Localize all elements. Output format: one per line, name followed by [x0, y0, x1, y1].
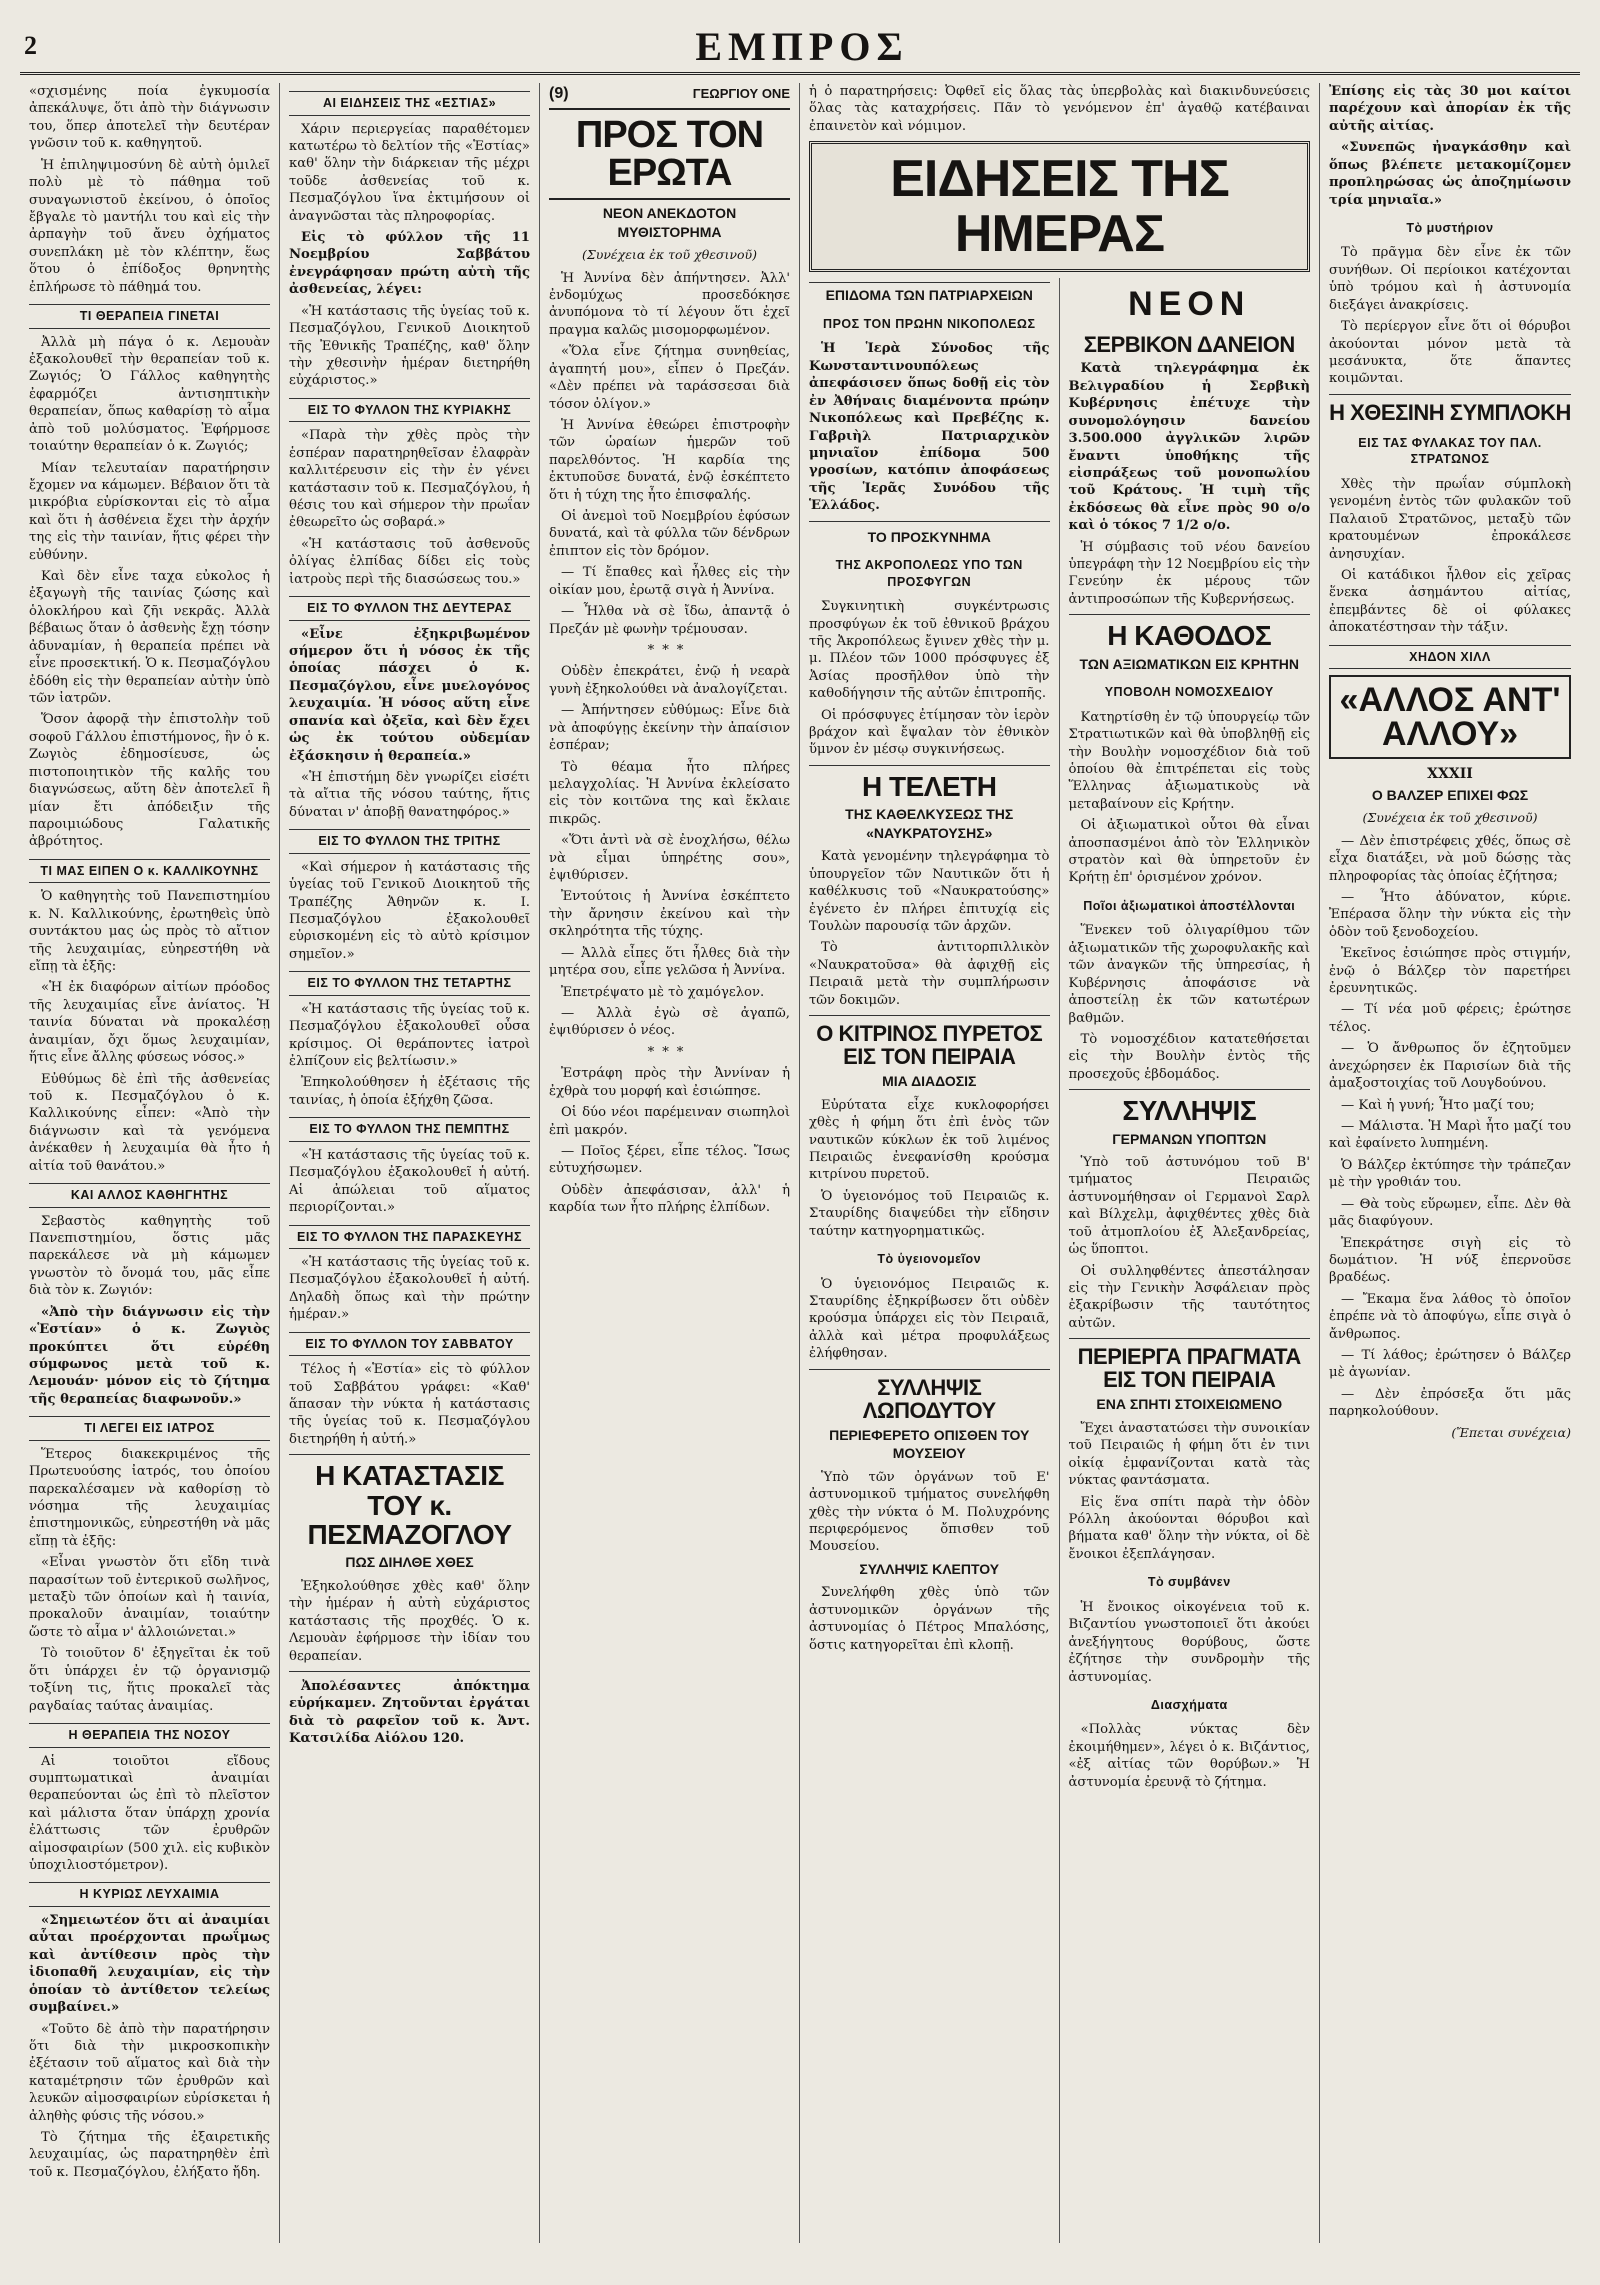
section-subheading: ΤΗΣ ΑΚΡΟΠΟΛΕΩΣ ΥΠΟ ΤΩΝ ΠΡΟΣΦΥΓΩΝ — [835, 558, 1023, 589]
section-heading: ΕΙΣ ΤΟ ΦΥΛΛΟΝ ΤΗΣ ΔΕΥΤΕΡΑΣ — [289, 596, 530, 621]
paragraph: «Ἡ ἐπιστήμη δὲν γνωρίζει εἰσέτι τὰ αἴτια τῆς νόσου ταύτης, ἥτις δύναται ν' ἀποβῇ θανατηφόρος.» — [289, 770, 530, 820]
section-heading: ΕΙΣ ΤΟ ΦΥΛΛΟΝ ΤΗΣ ΤΡΙΤΗΣ — [289, 829, 530, 854]
paragraph: Συνελήφθη χθὲς ὑπὸ τῶν ἀστυνομικῶν ὀργάνων τῆς ἀστυνομίας ὁ Πέτρος Μπαλόσης, ὅστις κατηγορεῖται ἐπὶ κλοπῇ. — [809, 1585, 1050, 1653]
paragraph: Ὑπὸ τῶν ὀργάνων τοῦ Ε' ἀστυνομικοῦ τμήματος συνελήφθη χθὲς τὴν νύκτα ὁ Μ. Πολυχρόνης περιφερόμενος ὄπισθεν τοῦ Μουσείου. — [809, 1469, 1050, 1555]
masthead — [20, 20, 1580, 75]
paragraph: Κατηρτίσθη ἐν τῷ ὑπουργείῳ τῶν Στρατιωτικῶν καὶ θὰ ὑποβληθῇ εἰς τὴν Βουλὴν νομοσχέδιον διὰ τοῦ ὁποίου θὰ ἐπιτρέπεται εἰς τοὺς Ἕλληνας ἀξιωματικοὺς νὰ μεταβαίνουν εἰς Κρήτην. — [1068, 709, 1310, 812]
divider — [809, 765, 1050, 766]
column-1 — [20, 83, 280, 2243]
paragraph: Ὁ καθηγητὴς τοῦ Πανεπιστημίου κ. Ν. Καλλικούνης, ἐρωτηθεὶς ὑπὸ συντάκτου μας ὡς πρὸς τὸ αἴτιον τῆς λευχαιμίας, εὐηρεστήθη νὰ εἴπῃ τὰ ἑξῆς: — [29, 889, 270, 974]
headline: ΣΕΡΒΙΚΟΝ ΔΑΝΕΙΟΝ — [1083, 332, 1295, 358]
paragraph: Χάριν περιεργείας παραθέτομεν κατωτέρω τὸ δελτίον τῆς «Ἑστίας» καθ' ὅλην τὴν διάρκειαν τῆς μέχρι τοῦδε ἀσθενείας τοῦ κ. Πεσμαζόγλου ἵνα ἐκτιμήσουν οἱ ἀναγνῶσται τὰς πληροφορίας. — [289, 121, 530, 224]
paragraph: «Καὶ σήμερον ἡ κατάστασις τῆς ὑγείας τοῦ Γενικοῦ Διοικητοῦ τῆς Τραπέζης Ἀθηνῶν κ. Ι. Πεσμαζόγλου ἐξακολουθεῖ εὑρισκομένη εἰς τὸ αὐτὸ κρίσιμον σημεῖον.» — [289, 859, 530, 962]
section-heading: ΕΠΙΔΟΜΑ ΤΩΝ ΠΑΤΡΙΑΡΧΕΙΩΝ — [809, 282, 1050, 304]
paragraph: «Ἀπὸ τὴν διάγνωσιν εἰς τὴν «Ἑστίαν» ὁ κ. Ζωγιὸς προκύπτει ὅτι εὑρέθη σύμφωνος μετὰ τοῦ κ. Λεμουάν· μόνον εἰς τὸ ζήτημα τῆς θεραπείας διαφωνοῦν.» — [29, 1304, 270, 1407]
serial-header — [549, 83, 790, 104]
paragraph: — Μάλιστα. Ἡ Μαρὶ ἦτο μαζί του καὶ ἐφαίνετο λυπημένη. — [1329, 1118, 1571, 1152]
section-subheading: Ποῖοι ἀξιωματικοὶ ἀποστέλλονται — [1083, 898, 1296, 913]
paragraph: «Σημειωτέον ὅτι αἱ ἀναιμίαι αὗται προέρχονται πρωΐμως καὶ ἀντίθεσιν πρὸς τὴν ἰδιοπαθῆ λευχαιμίαν, εἰς τὴν ὁποίαν τὸ ἀντίθετον τελείως συμβαίνει.» — [29, 1912, 270, 2016]
paragraph: Οἱ δύο νέοι παρέμειναν σιωπηλοὶ ἐπὶ μακρόν. — [549, 1105, 790, 1138]
paragraph: «Ἡ κατάστασις τῆς ὑγείας τοῦ κ. Πεσμαζόγλου ἐξακολουθεῖ οὖσα κρίσιμος. Οἱ θεράποντες ἰατροὶ ἐλπίζουν εἰς βελτίωσιν.» — [289, 1001, 530, 1070]
paragraph: Ὁ ὑγειονόμος τοῦ Πειραιῶς κ. Σταυρίδης διαψεύδει τὴν εἴδησιν ταύτην κατηγορηματικῶς. — [809, 1188, 1050, 1239]
paragraph: «Ἡ κατάστασις τῆς ὑγείας τοῦ κ. Πεσμαζόγλου ἐξακολουθεῖ ἡ αὐτή. Δηλαδὴ ὅπως καὶ τὴν πρώτην ἡμέραν.» — [289, 1255, 530, 1323]
subheadline: ΓΕΡΜΑΝΩΝ ΥΠΟΠΤΩΝ — [1112, 1130, 1267, 1147]
paragraph: Εἰς τὸ φύλλον τῆς 11 Νοεμβρίου Σαββάτου ἐνεγράφησαν πρώτη αὐτὴ τῆς ἀσθενείας, λέγει: — [289, 230, 530, 298]
headline: Η ΧΘΕΣΙΝΗ ΣΥΜΠΛΟΚΗ — [1329, 399, 1571, 425]
paragraph: «Εἶναι γνωστὸν ὅτι εἴδη τινὰ παρασίτων τοῦ ἐντερικοῦ σωλῆνος, μεταξὺ τῶν ὁποίων καὶ ἡ ταινία, προκαλοῦν ἀναιμίαν, τοιαύτην ὥστε τὸ αἷμα ν' ἀλλοιώνεται.» — [29, 1555, 270, 1640]
divider — [289, 1671, 530, 1672]
headline-neon: ΝΕΟΝ — [1128, 285, 1251, 324]
section-heading: Η ΚΥΡΙΩΣ ΛΕΥΧΑΙΜΙΑ — [29, 1882, 270, 1907]
paragraph: Ἀλλὰ μὴ πάγα ὁ κ. Λεμουὰν ἐξακολουθεῖ τὴν θεραπείαν τοῦ κ. Ζωγιός; Ὁ Γάλλος καθηγητὴς ἐφαρμόζει ἀντισηπτικὴν θεραπείαν, ὅπως καθαρίσῃ τὸ αἷμα ἀπὸ τοῦ μολύσματος. Ἐφήρμοσε τοιαύτην θεραπείαν ὁ κ. Ζωγιός; — [29, 334, 270, 455]
paragraph: «Ἡ κατάστασις τοῦ ἀσθενοῦς ὀλίγας ἐλπίδας δίδει εἰς τοὺς ἰατροὺς περὶ τῆς διασώσεως του.» — [289, 536, 530, 587]
paragraph: Ὁ ὑγειονόμος Πειραιῶς κ. Σταυρίδης ἐξηκρίβωσεν ὅτι οὐδὲν κρούσμα ὑπάρχει εἰς τὸν Πειραιᾶ, ἀλλὰ καὶ μέτρα προφυλάξεως ἐλήφθησαν. — [809, 1276, 1050, 1362]
section-heading: ΤΟ ΠΡΟΣΚΥΝΗΜΑ — [867, 528, 991, 545]
paragraph: — Ἀλλὰ ἐγὼ σὲ ἀγαπῶ, ἐψιθύρισεν ὁ νέος. — [549, 1006, 790, 1039]
subheadline: ΠΕΡΙΕΦΕΡΕΤΟ ΟΠΙΣΘΕΝ ΤΟΥ ΜΟΥΣΕΙΟΥ — [829, 1426, 1030, 1462]
paragraph: «Τοῦτο δὲ ἀπὸ τὴν παρατήρησιν ὅτι διὰ τὴν μικροσκοπικὴν ἐξέτασιν τοῦ αἵματος καὶ διὰ τὴν καταμέτρησιν τῶν ἐρυθρῶν καὶ λευκῶν αἱμοσφαιρίων εὑρίσκεται ἡ ἀληθὴς φύσις τῆς νόσου.» — [29, 2021, 270, 2124]
paragraph: Ἔχει ἀναστατώσει τὴν συνοικίαν τοῦ Πειραιῶς ἡ φήμη ὅτι ἐν τινι οἰκίᾳ ἐμφανίζονται κατὰ τὰς νύκτας φαντάσματα. — [1068, 1420, 1310, 1489]
serial-author: ΓΕΩΡΓΙΟΥ ΟΝΕ — [692, 85, 790, 101]
paragraph: «Ἡ ἐκ διαφόρων αἰτίων πρόοδος τῆς λευχαιμίας εἶνε ἀνίατος. Ἡ ταινία δύναται νὰ προκαλέσῃ ἀναιμίαν, ὄχι ὅμως λευχαιμίαν, ἥτις εἶνε ἄλλης φύσεως νόσος.» — [29, 980, 270, 1066]
paragraph: Οἱ κατάδικοι ἦλθον εἰς χεῖρας ἕνεκα ἀσημάντου αἰτίας, ἐπεμβάντες δὲ οἱ φύλακες ἀποκατέστησαν τὴν τάξιν. — [1329, 568, 1571, 636]
columns — [20, 83, 1580, 2243]
column-4 — [800, 278, 1060, 2243]
section-heading: ΤΙ ΛΕΓΕΙ ΕΙΣ ΙΑΤΡΟΣ — [29, 1416, 270, 1441]
paragraph: — Ποῖος ξέρει, εἶπε τέλος. Ἴσως εὐτυχήσωμεν. — [549, 1143, 790, 1177]
paragraph: Εὐθύμως δὲ ἐπὶ τῆς ἀσθενείας τοῦ κ. Πεσμαζόγλου ὁ κ. Καλλικούνης εἶπεν: «Ἀπὸ τὴν διάγνωσιν καὶ τὰ γενόμενα ἀνέκαθεν ἡ λευχαιμία θὰ ἦτο ἡ αἰτία τοῦ θανάτου.» — [29, 1071, 270, 1174]
paragraph: — Θὰ τοὺς εὕρωμεν, εἶπε. Δὲν θὰ μᾶς διαφύγουν. — [1329, 1196, 1571, 1230]
paragraph: Ὅσον ἀφορᾷ τὴν ἐπιστολὴν τοῦ σοφοῦ Γάλλου ἐπιστήμονος, ἣν ὁ κ. Ζωγιὸς ἐδημοσίευσε, ὡς πιστοποιητικὸν τῆς καλῆς του διαγνώσεως, αὕτη δὲν ἀποτελεῖ ἢ μίαν ἔτι ἀπόδειξιν τῆς παροιμιώδους Γαλατικῆς ἀβρότητος. — [29, 712, 270, 850]
news-banner: ΕΙΔΗΣΕΙΣ ΤΗΣ ΗΜΕΡΑΣ — [809, 141, 1310, 272]
section-heading: ΕΙΣ ΤΟ ΦΥΛΛΟΝ ΤΗΣ ΚΥΡΙΑΚΗΣ — [289, 398, 530, 423]
column-6 — [1320, 83, 1580, 2243]
headline: Ο ΚΙΤΡΙΝΟΣ ΠΥΡΕΤΟΣ ΕΙΣ ΤΟΝ ΠΕΙΡΑΙΑ — [816, 1021, 1043, 1070]
section-heading: ΤΙ ΘΕΡΑΠΕΙΑ ΓΙΝΕΤΑΙ — [29, 304, 270, 329]
section-heading: ΤΙ ΜΑΣ ΕΙΠΕΝ Ο κ. ΚΑΛΛΙΚΟΥΝΗΣ — [29, 859, 270, 884]
paragraph: «Ἡ κατάστασις τῆς ὑγείας τοῦ κ. Πεσμαζόγλου, Γενικοῦ Διοικητοῦ τῆς Ἐθνικῆς Τραπέζης, καθ' ὅλην τὴν χθεσινὴν ἡμέραν διετηρήθη εὐχάριστος.» — [289, 303, 530, 389]
headline: ΣΥΛΛΗΨΙΣ ΛΩΠΟΔΥΤΟΥ — [862, 1374, 996, 1423]
paragraph: Ἐπίσης εἰς τὰς 30 μοι καίτοι παρέχουν καὶ ἀπορίαν ἐκ τῆς αὐτῆς αἰτίας. — [1329, 84, 1571, 134]
paragraph: — Δὲν ἐπρόσεξα ὅτι μᾶς παρηκολούθουν. — [1329, 1386, 1571, 1420]
divider — [1069, 1338, 1311, 1339]
news-intro — [800, 83, 1319, 135]
paragraph: Ἡ ἔνοικος οἰκογένεια τοῦ κ. Βιζαντίου γνωστοποιεῖ ὅτι ἀκούει ἀνεξήγητους θορύβους, ὥστε ἐζήτησε τὴν συνδρομὴν τῆς ἀστυνομίας. — [1068, 1599, 1310, 1685]
section-subheading: ΕΙΣ ΤΑΣ ΦΥΛΑΚΑΣ ΤΟΥ ΠΑΛ. ΣΤΡΑΤΩΝΟΣ — [1358, 435, 1542, 467]
divider — [809, 1015, 1050, 1016]
paragraph: Κατὰ γενομένην τηλεγράφημα τὸ ὑπουργεῖον τῶν Ναυτικῶν ὅτι ἡ καθέλκυσις τοῦ «Ναυκρατούσης» ἐγένετο ἐν πλήρει ἐπιτυχίᾳ εἰς Τουλὼν παρουσίᾳ τῶν ἀρχῶν. — [809, 849, 1050, 934]
paragraph: Οἱ συλληφθέντες ἀπεστάλησαν εἰς τὴν Γενικὴν Ἀσφάλειαν πρὸς ἐξακρίβωσιν τῆς ταυτότητος αὐτῶν. — [1068, 1263, 1310, 1331]
paragraph: «Ὅλα εἶνε ζήτημα συνηθείας, ἀγαπητή μου», εἶπεν ὁ Πρεζάν. «Δὲν πρέπει νὰ ταράσσεσαι διὰ τόσον ὀλίγον.» — [549, 344, 790, 412]
paragraph: Τὸ ἀντιτορπιλλικὸν «Ναυκρατοῦσα» θὰ ἀφιχθῇ εἰς Πειραιᾶ μετὰ τὴν συμπλήρωσιν τῶν δοκιμῶν. — [809, 940, 1050, 1008]
paragraph: «Ἡ κατάστασις τῆς ὑγείας τοῦ κ. Πεσμαζόγλου ἐξακολουθεῖ ἡ αὐτή. Αἱ ἀπώλειαι τοῦ αἵματος περιορίζονται.» — [289, 1147, 530, 1216]
section-heading: ΧΗΔΟΝ ΧΙΛΛ — [1329, 645, 1571, 670]
paragraph: Τὸ νομοσχέδιον κατατεθήσεται εἰς τὴν Βουλὴν ἐντὸς τῆς προσεχοῦς ἑβδομάδος. — [1068, 1031, 1310, 1082]
paragraph: Ἐξηκολούθησε χθὲς καθ' ὅλην τὴν ἡμέραν ἡ αὐτὴ εὐχάριστος κατάστασις τῆς προχθές. Ὁ κ. Λεμουὰν ἐφήρμοσε τὴν ἰδίαν του θεραπείαν. — [289, 1578, 530, 1664]
paragraph: Τὸ ζήτημα τῆς ἐξαιρετικῆς λευχαιμίας, ὡς παρατηρηθὲν ἐπὶ τοῦ κ. Πεσμαζόγλου, ἐλήξατο ἤδη. — [29, 2130, 270, 2180]
paragraph: — Ἦλθα νὰ σὲ ἴδω, ἀπαντᾷ ὁ Πρεζάν μὲ φωνὴν τρέμουσαν. — [549, 604, 790, 637]
paragraph: Μίαν τελευταίαν παρατήρησιν ἔχομεν να κάμωμεν. Βέβαιον ὅτι τὰ μικρόβια εὑρίσκονται εἰς τὸ αἷμα καὶ ὅτι ἡ ἀσθένεια ἔχει τὴν ἀρχήν της εἰς τὴν ταινίαν, ἥτις φέρει τὴν εὐθύνην. — [29, 460, 270, 563]
section-heading: ΑΙ ΕΙΔΗΣΕΙΣ ΤΗΣ «ΕΣΤΙΑΣ» — [289, 91, 530, 116]
paragraph: «Εἶνε ἐξηκριβωμένον σήμερον ὅτι ἡ νόσος ἐκ τῆς ὁποίας πάσχει ὁ κ. Πεσμαζόγλου, εἶνε μυελογόνος λευχαιμία. Ἡ νόσος αὕτη εἶνε σπανία καὶ ὀξεῖα, καὶ δὲν ἔχει ὡς ἐκ τούτου οὐδεμίαν ἐξάσκησιν ἡ θεραπεία.» — [289, 626, 530, 764]
divider — [289, 1454, 530, 1455]
paragraph: Οἱ ἀνεμοὶ τοῦ Νοεμβρίου ἐφύσων δυνατά, καὶ τὰ φύλλα τῶν δένδρων ἐπιπτον εἰς τὸν δρόμον. — [549, 509, 790, 559]
headline: Η ΚΑΘΟΔΟΣ — [1107, 620, 1272, 652]
paragraph: Ἕνεκεν τοῦ ὀλιγαρίθμου τῶν ἀξιωματικῶν τῆς χωροφυλακῆς καὶ τῶν ἀναγκῶν τῆς ὑπηρεσίας, ἡ Κυβέρνησις ἀποφάσισε νὰ ἀποστείλῃ ἐκ τῶν κατωτέρων βαθμῶν. — [1068, 923, 1310, 1026]
continuation-note: (Συνέχεια ἐκ τοῦ χθεσινοῦ) — [1362, 810, 1538, 826]
subheadline: ΕΝΑ ΣΠΗΤΙ ΣΤΟΙΧΕΙΩΜΕΝΟ — [1096, 1396, 1283, 1413]
column-3 — [540, 83, 800, 2243]
section-subheading: ΠΡΟΣ ΤΟΝ ΠΡΩΗΝ ΝΙΚΟΠΟΛΕΩΣ — [823, 316, 1036, 331]
paragraph: Οὐδὲν ἀπεφάσισαν, ἀλλ' ἡ καρδία των ἦτο πλήρης ἐλπίδων. — [549, 1182, 790, 1216]
paragraph: — Ἀλλὰ εἶπες ὅτι ἦλθες διὰ τὴν μητέρα σου, εἶπε γελῶσα ἡ Ἀννίνα. — [549, 945, 790, 979]
paragraph: Ἡ Ἀννίνα δὲν ἀπήντησεν. Ἀλλ' ἐνδομύχως προσεδόκησε ἀνυπόμονα τὸ τί λέγουν ὅτι ἐχεῖ πραγμα καλῶς μισομορφωμένον. — [549, 270, 790, 338]
paragraph: — Καὶ ἡ γυνή; Ἦτο μαζί του; — [1341, 1097, 1535, 1113]
paragraph: — Δὲν ἐπιστρέφεις χθές, ὅπως σὲ εἶχα διατάξει, νὰ μοῦ δώσῃς τὰς πληροφορίας τὰς ὁποίας ἐζήτησα; — [1329, 833, 1571, 884]
paragraph: — Ἀπήντησεν εὐθύμως: Εἶνε διὰ νὰ ἀποφύγῃς ἐκείνην τὴν ἀπαίσιον ἐσπέραν; — [549, 703, 790, 754]
paragraph: Αἱ τοιοῦτοι εἴδους συμπτωματικαὶ ἀναιμίαι θεραπεύονται ὡς ἐπὶ τὸ πλεῖστον καὶ μάλιστα ὅταν ὑπάρχῃ χρονία ἐλάττωσις τῶν ἐρυθρῶν αἱμοσφαιρίων (500 χιλ. εἰς κυβικὸν ὑποχιλιοστόμετρον). — [29, 1753, 270, 1874]
headline: Η ΤΕΛΕΤΗ — [862, 770, 997, 802]
paragraph: Εὐρύτατα εἶχε κυκλοφορήσει χθὲς ἡ φήμη ὅτι ἐπὶ ἑνὸς τῶν ναυτικῶν κύκλων ἐκ τοῦ λιμένος Πειραιῶς ἐνεφανίσθη κρούσμα κιτρίνου πυρετοῦ. — [809, 1097, 1050, 1183]
paragraph: Ἡ σύμβασις τοῦ νέου δανείου ὑπεγράφη τὴν 12 Νοεμβρίου εἰς τὴν Γενεύην ἐκ μέρους τῶν ἀντιπροσώπων τῆς Κυβερνήσεως. — [1068, 539, 1310, 607]
column-5 — [1060, 278, 1320, 2243]
serial-number: (9) — [549, 85, 569, 102]
paragraph: Ἡ Ἱερὰ Σύνοδος τῆς Κωνσταντινουπόλεως ἀπεφάσισεν ὅπως δοθῇ εἰς τὸν ἐν Ἀθήναις διαμένοντα πρώην Νικοπόλεως καὶ Πρεβέζης κ. Γαβριὴλ Πατριαρχικὸν μηνιαῖον ἐπίδομα 500 γροσίων, κατόπιν ἀποφάσεως τῆς Ἱερᾶς Συνόδου τῆς Ἑλλάδος. — [809, 341, 1050, 514]
paragraph: Καὶ δὲν εἶνε ταχα εὐκολος ἡ ἐξαγωγὴ τῆς ταινίας ζώσης καὶ ὁλοκλήρου καὶ ζῆι νεκρᾶς. Ἀλλὰ βέβαιως ὅταν ὁ ἀσθενὴς ἔχῃ τόσην ἀδυναμίαν, ἡ θεραπεία πρέπει νὰ εἶνε προσεκτική. Ὁ κ. Πεσμαζόγλου ἐδόθη εἰς τὴν θεραπείαν αὐτὴν ὑπὸ τῶν ἰατρῶν. — [29, 569, 270, 706]
paragraph: Ἡ Ἀννίνα ἐθεώρει ἐπιστροφὴν τῶν ὡραίων ἡμερῶν τοῦ παρελθόντος. Ἡ καρδία της ἐκτυποῦσε δυνατά, ἐνῷ ἐσκέπτετο ὅτι ἡ τύχη της ἦτο ἐπισφαλής. — [549, 417, 790, 503]
paragraph: Εἰς ἕνα σπίτι παρὰ τὴν ὁδὸν Ρόλλη ἀκούονται θόρυβοι καὶ βήματα καθ' ὅλην τὴν νύκτα, οἱ δὲ ἔνοικοι ἐξεπλάγησαν. — [1068, 1494, 1310, 1562]
paragraph: Ἐπετρέψατο μὲ τὸ χαμόγελον. — [561, 984, 765, 1000]
news-section — [800, 83, 1320, 2243]
section-heading: ΕΙΣ ΤΟ ΦΥΛΛΟΝ ΤΗΣ ΠΑΡΑΣΚΕΥΗΣ — [289, 1225, 530, 1250]
divider — [1069, 1089, 1311, 1090]
section-heading: ΕΙΣ ΤΟ ΦΥΛΛΟΝ ΤΟΥ ΣΑΒΒΑΤΟΥ — [289, 1332, 530, 1357]
paragraph: «Παρὰ τὴν χθὲς πρὸς τὴν ἑσπέραν παρατηρηθεῖσαν ἐλαφρὰν καλλιτέρευσιν εἰς τὴν ἐν γένει κατάστασιν τοῦ κ. Πεσμαζόγλου, ἡ θέσις του καὶ σήμερον τὴν πρωΐαν ἐθεωρεῖτο ὡς σοβαρά.» — [289, 428, 530, 531]
divider — [1069, 614, 1311, 615]
column-2 — [280, 83, 540, 2243]
section-subheading: Τὸ μυστήριον — [1406, 220, 1494, 235]
section-heading: ΕΙΣ ΤΟ ΦΥΛΛΟΝ ΤΗΣ ΠΕΜΠΤΗΣ — [289, 1117, 530, 1142]
paragraph: «Συνεπῶς ἠναγκάσθην καὶ ὅπως βλέπετε μετακομίζομεν προπληρώσας ὡς ἀποζημίωσιν τρία μηνιαῖα.» — [1329, 140, 1571, 208]
divider — [809, 1369, 1050, 1370]
paragraph: Τὸ θέαμα ἦτο πλήρες μελαγχολίας. Ἡ Ἀννίνα ἐκλείσατο εἰς τὸν κοιτῶνα της καὶ ἔκλαιε πικρῶς. — [549, 759, 790, 827]
paragraph: Κατὰ τηλεγράφημα ἐκ Βελιγραδίου ἡ Σερβικὴ Κυβέρνησις ἐπέτυχε τὴν συνομολόγησιν δανείου 3.500.000 ἀγγλικῶν λιρῶν ἔναντι ὑποθήκης τῆς εἰσπράξεως τοῦ μονοπωλίου τοῦ Κράτους. Ἡ τιμὴ τῆς ἐκδόσεως θὰ εἶνε πρὸς 90 ο/ο καὶ ὁ τόκος 7 1/2 ο/ο. — [1068, 361, 1310, 534]
paragraph: — Ἦτο ἀδύνατον, κύριε. Ἐπέρασα ὅλην τὴν νύκτα εἰς τὴν ὁδὸν τοῦ ξενοδοχείου. — [1329, 889, 1571, 940]
paragraph: «σχισμένης ποία ἐγκυμοσία ἀπεκάλυψε, ὅτι ἀπὸ τὴν διάγνωσιν του, ὅπερ ἀποτελεῖ τὴν δευτέραν γνῶσιν τοῦ κ. καθηγητοῦ. — [29, 84, 270, 152]
section-heading: ΕΙΣ ΤΟ ΦΥΛΛΟΝ ΤΗΣ ΤΕΤΑΡΤΗΣ — [289, 971, 530, 996]
section-heading: Η ΘΕΡΑΠΕΙΑ ΤΗΣ ΝΟΣΟΥ — [29, 1723, 270, 1748]
chapter-number: XXXII — [1427, 766, 1473, 783]
subheadline: ΣΥΛΛΗΨΙΣ ΚΛΕΠΤΟΥ — [859, 1560, 1000, 1577]
paragraph: Ἐκεῖνος ἐσιώπησε πρὸς στιγμήν, ἐνῷ ὁ Βάλζερ τὸν παρετήρει ἐρευνητικῶς. — [1329, 946, 1571, 997]
paragraph: Οὐδὲν ἐπεκράτει, ἐνῷ ἡ νεαρὰ γυνὴ ἐξηκολούθει νὰ ἀναλογίζεται. — [549, 664, 790, 697]
continuation-note: (Συνέχεια ἐκ τοῦ χθεσινοῦ) — [582, 247, 757, 263]
paragraph: — Τί νέα μοῦ φέρεις; ἐρώτησε τέλος. — [1329, 1002, 1571, 1035]
section-heading: ΚΑΙ ΑΛΛΟΣ ΚΑΘΗΓΗΤΗΣ — [29, 1183, 270, 1208]
paragraph: Χθὲς τὴν πρωΐαν σύμπλοκὴ γενομένη ἐντὸς τῶν φυλακῶν τοῦ Παλαιοῦ Στρατῶνος, μεταξὺ τῶν κρατουμένων ἐπροκάλεσε ἀνησυχίαν. — [1329, 476, 1571, 562]
paragraph: — Τί λάθος; ἐρώτησεν ὁ Βάλζερ μὲ ἀγωνίαν. — [1329, 1348, 1571, 1381]
paragraph: Ἀπολέσαντες ἀπόκτημα εὑρήκαμεν. Ζητοῦνται ἐργάται διὰ τὸ ραφεῖον τοῦ κ. Ἀντ. Κατσιλίδα Αἰόλου 120. — [289, 1679, 530, 1747]
paragraph: — Τί ἔπαθες καὶ ἦλθες εἰς τὴν οἰκίαν μου, ἐρωτᾷ σιγὰ ἡ Ἀννίνα. — [549, 565, 790, 598]
divider — [1329, 394, 1571, 395]
chapter-title: Ο ΒΑΛΖΕΡ ΕΠΙΧΕΙ ΦΩΣ — [1371, 786, 1529, 803]
paragraph: Ὑπὸ τοῦ ἀστυνόμου τοῦ Β' τμήματος Πειραιῶς ἀστυνομήθησαν οἱ Γερμανοὶ Σαρλ καὶ Βίλχελμ, ἀφιχθέντες χθὲς διὰ τοῦ ἀτμοπλοίου ἐξ Ἀλεξανδρείας, ὡς ὕποπτοι. — [1068, 1155, 1310, 1258]
serial-title: ΠΡΟΣ ΤΟΝ ΕΡΩΤΑ — [549, 108, 790, 200]
separator-stars: *** — [647, 642, 692, 658]
paragraph: Οἱ πρόσφυγες ἐτίμησαν τὸν ἱερὸν βράχον καὶ ἔψαλαν τὸν ἐθνικὸν ὕμνον ἐν μέσῳ συγκινήσεως. — [809, 707, 1050, 758]
paragraph: Τὸ τοιοῦτον δ' ἐξηγεῖται ἐκ τοῦ ὅτι ὑπάρχει ἐν τῷ ὀργανισμῷ τοξίνη τις, ἥτις προκαλεῖ τὰς ραγδαίας ταύτας ἀναιμίας. — [29, 1646, 270, 1714]
paragraph: «Ὅτι ἀντὶ νὰ σὲ ἐνοχλήσω, θέλω νὰ εἶμαι ὑπηρέτης σου», ἐψιθύρισεν. — [549, 833, 790, 884]
paragraph: — Ἔκαμα ἕνα λάθος τὸ ὁποῖον ἐπρέπε νὰ τὸ ἀποφύγω, εἶπε σιγὰ ὁ ἄνθρωπος. — [1329, 1291, 1571, 1342]
subheadline: ΜΙΑ ΔΙΑΔΟΣΙΣ — [882, 1073, 977, 1090]
paragraph: Τέλος ἡ «Ἑστία» εἰς τὸ φύλλον τοῦ Σαββάτου γράφει: «Καθ' ἅπασαν τὴν νύκτα ἡ κατάστασις τῆς ὑγείας τοῦ κ. Πεσμαζόγλου διετηρήθη ἡ αὐτή.» — [289, 1362, 530, 1447]
section-subheading: Τὸ ὑγειονομεῖον — [877, 1252, 982, 1267]
subheadline: ΤΗΣ ΚΑΘΕΛΚΥΣΕΩΣ ΤΗΣ «ΝΑΥΚΡΑΤΟΥΣΗΣ» — [845, 806, 1014, 841]
headline: Η ΚΑΤΑΣΤΑΣΙΣ ΤΟΥ κ. ΠΕΣΜΑΖΟΓΛΟΥ — [307, 1460, 512, 1551]
paragraph: Οἱ ἀξιωματικοὶ οὗτοι θὰ εἶναι ἀποσπασμένοι ἀπὸ τὸν Ἑλληνικὸν στρατὸν καὶ θὰ ὑπηρετοῦν ἐν Κρήτῃ ἐπ' ὁρισμένον χρόνον. — [1068, 818, 1310, 886]
section-subheading: ΥΠΟΒΟΛΗ ΝΟΜΟΣΧΕΔΙΟΥ — [1104, 685, 1274, 700]
divider — [809, 521, 1050, 522]
paragraph: Ἐντούτοις ἡ Ἀννίνα ἐσκέπτετο τὴν ἄρνησιν ἐκείνου καὶ τὴν σκληρότητα τῆς τύχης. — [549, 889, 790, 940]
newspaper-page — [20, 20, 1580, 2245]
serial-title: «ΑΛΛΟΣ ΑΝΤ' ΑΛΛΟΥ» — [1329, 675, 1571, 759]
paragraph: Ἡ ἐπιληψιμοσύνη δὲ αὐτὴ ὁμιλεῖ πολὺ μὲ τὸ πάθημα τοῦ συναγωνιστοῦ ἐκείνου, ὁ ὁποῖος ἔβγαλε τὸ μαντήλι του καὶ εἰς τὴν ἀρπαγὴν τοῦ ἄνευ ὀχήματος συνεπλάκη μὲ τὸν κλέπτην, ἕως ὅτου ὁ ἐπίδοξος θρηνητὴς ἐπλήρωσε τὸ πάθημά του. — [29, 157, 270, 295]
paragraph: Ὁ Βάλζερ ἐκτύπησε τὴν τράπεζαν μὲ τὴν γροθιάν του. — [1329, 1157, 1571, 1191]
headline: ΠΕΡΙΕΡΓΑ ΠΡΑΓΜΑΤΑ ΕΙΣ ΤΟΝ ΠΕΙΡΑΙΑ — [1077, 1344, 1301, 1393]
paragraph: Ἕτερος διακεκριμένος τῆς Πρωτευούσης ἰατρός, του ὁποίου παρεκαλέσαμεν νὰ καθορίσῃ τὸ νόσημα τῆς λευχαιμίας ἐπιστημονικῶς, εὐηρεστήθη νὰ μᾶς εἴπῃ τὰ ἑξῆς: — [29, 1446, 270, 1549]
paragraph: Ἐπεκράτησε σιγὴ εἰς τὸ δωμάτιον. Ἡ νύξ ἐπερνοῦσε βραδέως. — [1329, 1235, 1571, 1286]
paragraph: Τὸ περίεργον εἶνε ὅτι οἱ θόρυβοι ἀκούονται μόνον μετὰ τὰ μεσάνυκτα, ὅτε ἅπαντες κοιμῶνται. — [1329, 319, 1571, 387]
headline: ΣΥΛΛΗΨΙΣ — [1122, 1095, 1257, 1127]
news-columns — [800, 278, 1319, 2243]
paragraph: Ἐστράφη πρὸς τὴν Ἀννίναν ἡ ἐχθρὰ του μορφή καὶ ἐσιώπησε. — [549, 1066, 790, 1099]
section-subheading: Διασχήματα — [1150, 1697, 1228, 1712]
subheadline: ΤΩΝ ΑΞΙΩΜΑΤΙΚΩΝ ΕΙΣ ΚΡΗΤΗΝ — [1079, 655, 1299, 672]
page-number: 2 — [24, 31, 37, 60]
subheadline: ΠΩΣ ΔΙΗΛΘΕ ΧΘΕΣ — [345, 1554, 474, 1571]
separator-stars: *** — [647, 1044, 692, 1060]
newspaper-title: ΕΜΠΡΟΣ — [695, 23, 909, 69]
continued-note: (Ἔπεται συνέχεια) — [1451, 1424, 1571, 1440]
serial-subtitle: ΝΕΟΝ ΑΝΕΚΔΟΤΟΝ ΜΥΘΙΣΤΟΡΗΜΑ — [602, 205, 737, 240]
paragraph: Ἐπηκολούθησεν ἡ ἐξέτασις τῆς ταινίας, ἡ ὁποία ἐξήχθη ζῶσα. — [289, 1075, 530, 1108]
paragraph: ἡ ὁ παρατηρήσεις: Ὀφθεῖ εἰς ὅλας τὰς ὑπερβολὰς καὶ διακινδυνεύσεις ὅλας τὰς καταχρήσεις. Πᾶν τὸ γενόμενον ἐπ' ἀγαθῷ κατέβαιναι ἐπαινετὸν καὶ νόμιμον. — [809, 84, 1310, 134]
paragraph: — Ὁ ἄνθρωπος ὅν ἐζητοῦμεν ἀνεχώρησεν ἐκ Παρισίων διὰ τῆς ἀμαξοστοιχίας τοῦ Λουγδούνου. — [1329, 1041, 1571, 1092]
paragraph: Τὸ πρᾶγμα δὲν εἶνε ἐκ τῶν συνήθων. Οἱ περίοικοι κατέχονται ὑπὸ τρόμου καὶ ἡ ἀστυνομία διεξάγει ἀνακρίσεις. — [1329, 245, 1571, 313]
paragraph: Σεβαστὸς καθηγητὴς τοῦ Πανεπιστημίου, ὅστις μᾶς παρεκάλεσε νὰ μὴ κάμωμεν γνωστὸν τὸ ὄνομά του, μᾶς εἶπε διὰ τὸν κ. Ζωγιόν: — [29, 1213, 270, 1299]
paragraph: Συγκινητικὴ συγκέντρωσις προσφύγων ἐκ τοῦ ἐθνικοῦ βράχου τῆς Ἀκροπόλεως ἔγινεν χθὲς τὴν μ. μ. Πλέον τῶν 1000 πρόσφυγες ἐξ Ἀσίας προσῆλθον ὑπὸ τὴν καθοδήγησιν τῆς αὐτῶν ἐπιτροπῆς. — [809, 599, 1050, 702]
section-subheading: Τὸ συμβάνεν — [1147, 1575, 1231, 1590]
paragraph: «Πολλὰς νύκτας δὲν ἐκοιμήθημεν», λέγει ὁ κ. Βιζάντιος, «ἐξ αἰτίας τῶν θορύβων.» Ἡ ἀστυνομία ἐρευνᾷ τὸ ζήτημα. — [1068, 1722, 1310, 1790]
